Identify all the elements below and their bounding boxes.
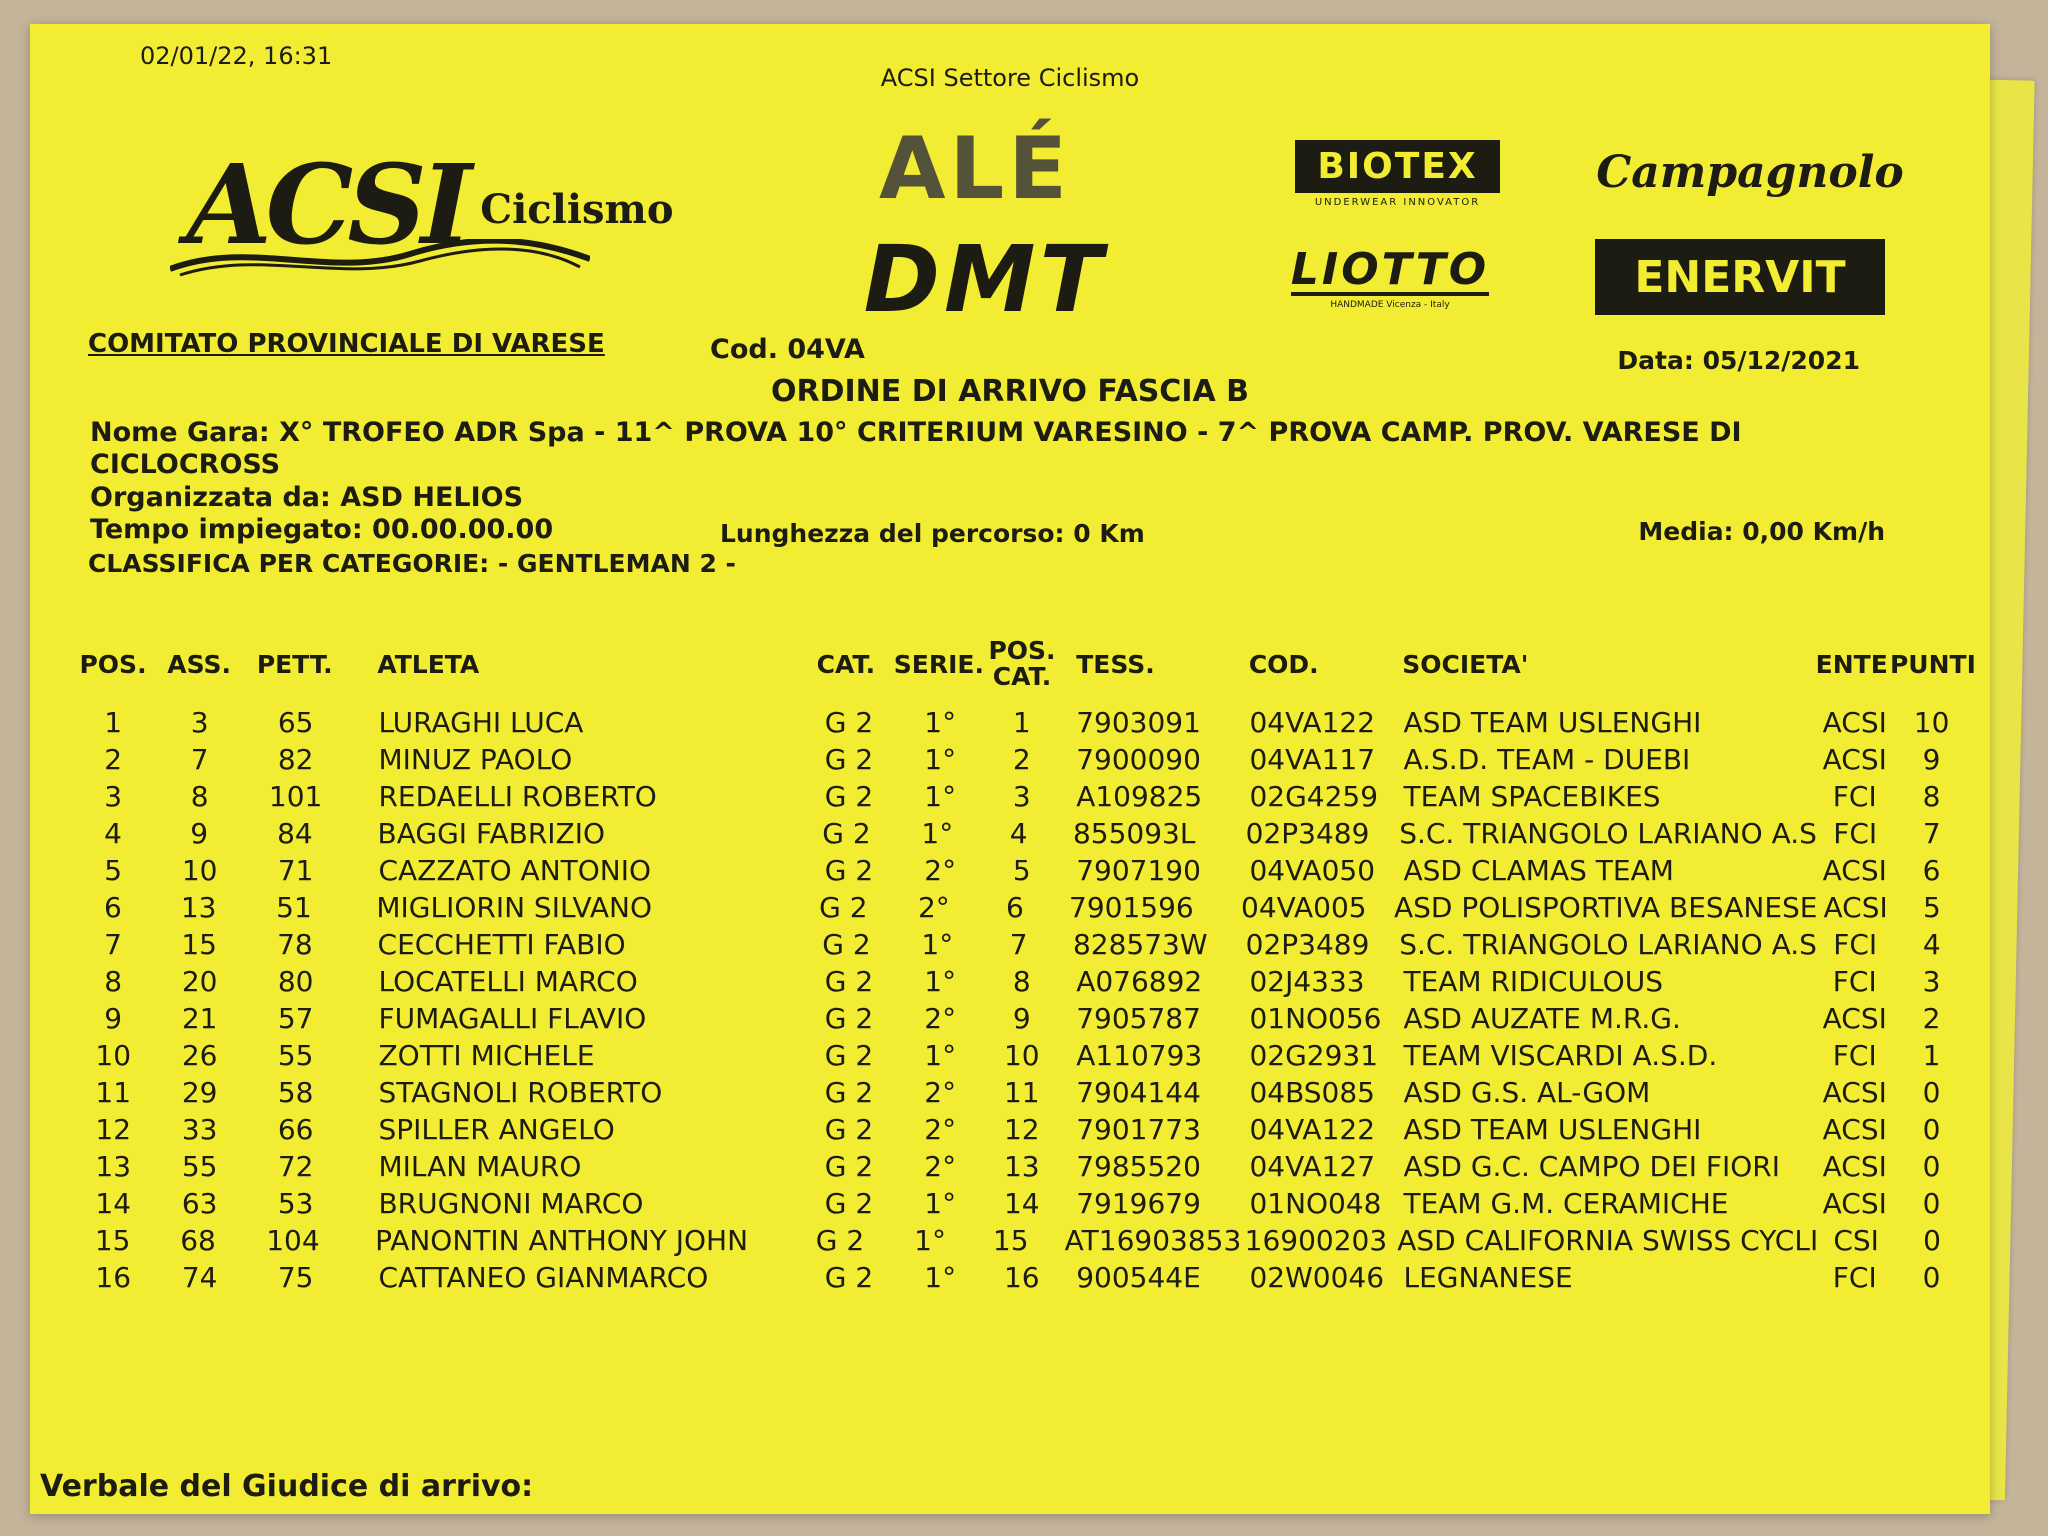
cell-poscat: 13: [1003, 1150, 1040, 1183]
cell-societa: TEAM VISCARDI A.S.D.: [1403, 1039, 1718, 1072]
cell-tess: A110793: [1076, 1039, 1203, 1072]
campagnolo-logo: Campagnolo: [1596, 146, 1904, 198]
cell-ass: 13: [180, 891, 217, 924]
col-poscat-line-1: POS.: [988, 636, 1056, 665]
col-ente: ENTE: [1815, 649, 1888, 679]
cell-societa: A.S.D. TEAM - DUEBI: [1403, 743, 1691, 776]
cell-punti: 4: [1922, 928, 1941, 961]
settore-title: ACSI Settore Ciclismo: [880, 64, 1140, 92]
cell-poscat: 16: [1003, 1261, 1040, 1294]
cell-ente: ACSI: [1823, 891, 1888, 924]
cell-punti: 8: [1922, 780, 1941, 813]
cod-label: Cod. 04VA: [710, 334, 865, 365]
cell-cod: 04VA117: [1249, 743, 1376, 776]
comitato-heading: COMITATO PROVINCIALE DI VARESE: [88, 329, 605, 359]
cell-punti: 10: [1913, 706, 1950, 739]
cell-punti: 0: [1923, 1224, 1941, 1257]
cell-ente: ACSI: [1822, 1187, 1887, 1220]
cell-ente: FCI: [1832, 1261, 1877, 1294]
table-row: [70, 1000, 1970, 1037]
cell-pett: 65: [277, 706, 314, 739]
cell-serie: 2°: [924, 854, 957, 887]
cell-punti: 0: [1922, 1150, 1941, 1183]
cell-atleta: CATTANEO GIANMARCO: [378, 1261, 709, 1294]
cell-pos: 2: [104, 743, 123, 776]
table-row: [70, 1148, 1970, 1185]
cell-serie: 2°: [924, 1150, 957, 1183]
results-table: [70, 624, 1976, 1296]
cell-punti: 0: [1922, 1261, 1941, 1294]
cell-serie: 1°: [924, 706, 957, 739]
acsi-logo-sub: Ciclismo: [480, 185, 674, 233]
cell-societa: ASD G.S. AL-GOM: [1403, 1076, 1651, 1109]
cell-serie: 1°: [924, 965, 957, 998]
cell-serie: 1°: [921, 817, 954, 850]
cell-serie: 1°: [924, 1039, 957, 1072]
cell-atleta: MINUZ PAOLO: [378, 743, 573, 776]
cell-atleta: FUMAGALLI FLAVIO: [378, 1002, 647, 1035]
cell-tess: 7901596: [1069, 891, 1194, 924]
cell-punti: 0: [1922, 1076, 1941, 1109]
biotex-logo: [1290, 139, 1505, 209]
time-label: Tempo impiegato: 00.00.00.00: [90, 514, 554, 545]
cell-poscat: 6: [1005, 891, 1024, 924]
table-body: [70, 704, 1970, 1296]
cell-pos: 5: [104, 854, 123, 887]
cell-ass: 8: [190, 780, 209, 813]
cell-ass: 68: [180, 1224, 216, 1257]
cell-cod: 02J4333: [1249, 965, 1365, 998]
cell-societa: ASD TEAM USLENGHI: [1403, 706, 1702, 739]
cell-ente: ACSI: [1822, 854, 1887, 887]
cell-pett: 78: [277, 928, 313, 961]
biotex-logo-sub: UNDERWEAR INNOVATOR: [1314, 197, 1481, 208]
cell-societa: S.C. TRIANGOLO LARIANO A.S: [1399, 928, 1817, 961]
cell-cod: 04BS085: [1249, 1076, 1375, 1109]
table-row: [70, 1111, 1970, 1148]
cell-atleta: BAGGI FABRIZIO: [377, 817, 606, 850]
cell-atleta: SPILLER ANGELO: [378, 1113, 615, 1146]
cell-societa: TEAM RIDICULOUS: [1403, 965, 1663, 998]
cell-ente: FCI: [1832, 780, 1877, 813]
classification-label: CLASSIFICA PER CATEGORIE: - GENTLEMAN 2 -: [88, 549, 736, 578]
cell-punti: 3: [1922, 965, 1941, 998]
cell-pett: 66: [277, 1113, 314, 1146]
cell-societa: TEAM G.M. CERAMICHE: [1403, 1187, 1729, 1220]
cell-ass: 29: [181, 1076, 218, 1109]
cell-ass: 21: [181, 1002, 218, 1035]
cell-ass: 33: [181, 1113, 218, 1146]
cell-punti: 1: [1922, 1039, 1941, 1072]
table-row: [70, 926, 1970, 963]
cell-ente: FCI: [1832, 1039, 1877, 1072]
cell-pos: 6: [103, 891, 122, 924]
cell-cat: G 2: [824, 1261, 874, 1294]
cell-cod: 04VA122: [1249, 706, 1376, 739]
cell-pett: 55: [277, 1039, 314, 1072]
cell-ass: 63: [181, 1187, 218, 1220]
cell-cod: 02G4259: [1249, 780, 1379, 813]
col-serie: SERIE.: [893, 649, 984, 679]
cell-cod: 04VA127: [1249, 1150, 1376, 1183]
cell-serie: 1°: [914, 1224, 946, 1257]
cell-pett: 82: [277, 743, 314, 776]
cell-punti: 0: [1922, 1187, 1941, 1220]
cell-punti: 2: [1922, 1002, 1941, 1035]
cell-cod: 02P3489: [1245, 817, 1370, 850]
cell-poscat: 15: [992, 1224, 1029, 1257]
cell-poscat: 11: [1003, 1076, 1040, 1109]
acsi-logo-word: ACSI: [186, 139, 467, 269]
cell-pos: 15: [94, 1224, 131, 1257]
cell-ass: 15: [181, 928, 217, 961]
cell-tess: 7905787: [1076, 1002, 1201, 1035]
cell-pett: 104: [266, 1224, 320, 1257]
cell-pett: 101: [268, 780, 323, 813]
cell-atleta: MILAN MAURO: [378, 1150, 582, 1183]
cell-pos: 1: [104, 706, 123, 739]
cell-serie: 2°: [924, 1113, 957, 1146]
col-pett: PETT.: [256, 649, 333, 679]
cell-societa: ASD CLAMAS TEAM: [1403, 854, 1674, 887]
cell-tess: 855093L: [1072, 817, 1196, 850]
cell-atleta: CAZZATO ANTONIO: [378, 854, 652, 887]
cell-tess: 7901773: [1076, 1113, 1201, 1146]
cell-ente: FCI: [1833, 928, 1878, 961]
cell-serie: 1°: [924, 1187, 957, 1220]
ale-logo: ALÉ: [878, 119, 1072, 219]
table-row: [70, 889, 1970, 926]
cell-atleta: LOCATELLI MARCO: [378, 965, 638, 998]
cell-cod: 02G2931: [1249, 1039, 1379, 1072]
cell-cod: 02W0046: [1249, 1261, 1385, 1294]
cell-serie: 2°: [917, 891, 950, 924]
cell-serie: 1°: [924, 780, 957, 813]
cell-pett: 71: [277, 854, 314, 887]
cell-ente: CSI: [1833, 1224, 1879, 1257]
cell-poscat: 8: [1012, 965, 1031, 998]
cell-poscat: 12: [1003, 1113, 1040, 1146]
col-punti: PUNTI: [1889, 649, 1976, 679]
cell-cod: 01NO056: [1249, 1002, 1382, 1035]
table-header: [70, 624, 1976, 704]
cell-pos: 13: [95, 1150, 132, 1183]
cell-pos: 4: [104, 817, 122, 850]
cell-pett: 53: [277, 1187, 314, 1220]
average-speed-label: Media: 0,00 Km/h: [1638, 517, 1885, 546]
cell-ass: 3: [190, 706, 209, 739]
table-row: [70, 963, 1970, 1000]
cell-atleta: STAGNOLI ROBERTO: [378, 1076, 663, 1109]
cell-pett: 84: [277, 817, 313, 850]
cell-cod: 04VA122: [1249, 1113, 1376, 1146]
cell-societa: ASD G.C. CAMPO DEI FIORI: [1403, 1150, 1781, 1183]
acsi-swoosh-icon: [170, 239, 590, 279]
cell-cat: G 2: [824, 1039, 874, 1072]
acsi-ciclismo-logo: [150, 119, 710, 289]
cell-serie: 1°: [924, 1261, 957, 1294]
cell-punti: 6: [1922, 854, 1941, 887]
cell-ente: FCI: [1833, 817, 1878, 850]
table-row: [70, 852, 1970, 889]
cell-societa: S.C. TRIANGOLO LARIANO A.S: [1399, 817, 1817, 850]
cell-atleta: CECCHETTI FABIO: [377, 928, 626, 961]
cell-tess: 7919679: [1076, 1187, 1201, 1220]
cell-serie: 2°: [924, 1002, 957, 1035]
cell-ente: ACSI: [1822, 1150, 1887, 1183]
cell-cat: G 2: [824, 854, 874, 887]
cell-tess: A076892: [1076, 965, 1203, 998]
cell-pos: 10: [95, 1039, 132, 1072]
cell-cod: 01NO048: [1249, 1187, 1382, 1220]
cell-ass: 9: [190, 817, 209, 850]
table-row: [70, 1185, 1970, 1222]
cell-cod: 16900203: [1244, 1224, 1388, 1257]
organizer-label: Organizzata da: ASD HELIOS: [90, 482, 524, 513]
cell-serie: 2°: [924, 1076, 957, 1109]
cell-cat: G 2: [824, 1113, 874, 1146]
cell-ente: FCI: [1832, 965, 1877, 998]
cell-atleta: LURAGHI LUCA: [378, 706, 584, 739]
cell-poscat: 2: [1012, 743, 1031, 776]
col-pos: POS.: [79, 649, 147, 679]
cell-cat: G 2: [824, 1187, 874, 1220]
cell-cat: G 2: [824, 1150, 874, 1183]
cell-poscat: 1: [1012, 706, 1031, 739]
col-poscat: [984, 638, 1061, 690]
cell-cod: 02P3489: [1245, 928, 1370, 961]
print-date: 02/01/22, 16:31: [140, 42, 333, 70]
cell-cat: G 2: [824, 1002, 874, 1035]
cell-cod: 04VA005: [1241, 891, 1367, 924]
table-row: [70, 1037, 1970, 1074]
col-atleta: ATLETA: [377, 649, 480, 679]
race-name-line-2: CICLOCROSS: [90, 449, 281, 480]
cell-pos: 12: [95, 1113, 132, 1146]
cell-cat: G 2: [824, 965, 874, 998]
cell-societa: ASD AUZATE M.R.G.: [1403, 1002, 1681, 1035]
cell-ente: ACSI: [1822, 743, 1887, 776]
cell-cat: G 2: [819, 891, 868, 924]
col-cat: CAT.: [816, 649, 876, 679]
table-row: [70, 1074, 1970, 1111]
cell-tess: 7985520: [1076, 1150, 1201, 1183]
table-row: [70, 704, 1970, 741]
cell-pos: 16: [95, 1261, 132, 1294]
cell-societa: ASD POLISPORTIVA BESANESE: [1393, 891, 1818, 924]
cell-ass: 26: [181, 1039, 218, 1072]
cell-tess: A109825: [1076, 780, 1203, 813]
cell-pett: 57: [277, 1002, 314, 1035]
cell-punti: 5: [1922, 891, 1941, 924]
cell-pos: 3: [104, 780, 123, 813]
document-title: ORDINE DI ARRIVO FASCIA B: [770, 374, 1250, 409]
cell-tess: AT16903853: [1064, 1224, 1242, 1257]
dmt-logo: DMT: [863, 225, 1107, 333]
cell-cat: G 2: [824, 780, 874, 813]
cell-punti: 9: [1922, 743, 1941, 776]
cell-societa: ASD TEAM USLENGHI: [1403, 1113, 1702, 1146]
verbale-label: Verbale del Giudice di arrivo:: [40, 1469, 534, 1504]
enervit-logo: ENERVIT: [1595, 239, 1885, 315]
cell-ente: ACSI: [1822, 706, 1887, 739]
cell-poscat: 14: [1003, 1187, 1040, 1220]
cell-ente: ACSI: [1822, 1076, 1887, 1109]
cell-pett: 80: [277, 965, 314, 998]
cell-serie: 1°: [921, 928, 954, 961]
cell-atleta: REDAELLI ROBERTO: [378, 780, 657, 813]
cell-pos: 8: [104, 965, 123, 998]
cell-tess: 7903091: [1076, 706, 1201, 739]
cell-ass: 20: [181, 965, 218, 998]
liotto-logo-word: LIOTTO: [1290, 244, 1490, 295]
liotto-logo: [1240, 244, 1540, 314]
cell-punti: 0: [1922, 1113, 1941, 1146]
cell-tess: 900544E: [1076, 1261, 1201, 1294]
cell-atleta: ZOTTI MICHELE: [378, 1039, 595, 1072]
cell-cat: G 2: [824, 706, 874, 739]
col-tess: TESS.: [1076, 649, 1155, 679]
cell-pos: 9: [104, 1002, 123, 1035]
cell-poscat: 9: [1012, 1002, 1031, 1035]
cell-tess: 7900090: [1076, 743, 1201, 776]
cell-ass: 74: [181, 1261, 218, 1294]
cell-pett: 72: [277, 1150, 314, 1183]
cell-societa: ASD CALIFORNIA SWISS CYCLI: [1397, 1224, 1819, 1257]
liotto-logo-sub: HANDMADE Vicenza - Italy: [1330, 300, 1450, 310]
cell-ente: ACSI: [1822, 1002, 1887, 1035]
cell-tess: 7907190: [1076, 854, 1201, 887]
cell-ass: 10: [181, 854, 218, 887]
cell-atleta: PANONTIN ANTHONY JOHN: [375, 1224, 749, 1257]
cell-cat: G 2: [824, 743, 874, 776]
cell-societa: TEAM SPACEBIKES: [1403, 780, 1661, 813]
biotex-logo-word: BIOTEX: [1295, 140, 1499, 193]
length-label: Lunghezza del percorso: 0 Km: [720, 519, 1145, 548]
race-name-line-1: Nome Gara: X° TROFEO ADR Spa - 11^ PROVA 10° CRITERIUM VARESINO - 7^ PROVA CAMP. PROV. VARESE DI: [90, 417, 1742, 448]
cell-cat: G 2: [822, 928, 871, 961]
cell-poscat: 5: [1012, 854, 1031, 887]
table-row: [70, 1259, 1970, 1296]
cell-poscat: 7: [1009, 928, 1028, 961]
cell-societa: LEGNANESE: [1403, 1261, 1573, 1294]
col-poscat-line-2: CAT.: [992, 662, 1052, 691]
results-sheet: [30, 24, 1990, 1514]
cell-ass: 7: [190, 743, 209, 776]
cell-pett: 75: [277, 1261, 314, 1294]
cell-punti: 7: [1922, 817, 1941, 850]
cell-tess: 828573W: [1072, 928, 1208, 961]
cell-serie: 1°: [924, 743, 957, 776]
cell-pett: 58: [277, 1076, 314, 1109]
cell-ente: ACSI: [1822, 1113, 1887, 1146]
cell-poscat: 4: [1009, 817, 1028, 850]
cell-poscat: 10: [1003, 1039, 1040, 1072]
col-societa: SOCIETA': [1402, 649, 1529, 679]
cell-pos: 11: [95, 1076, 132, 1109]
cell-cod: 04VA050: [1249, 854, 1376, 887]
cell-atleta: MIGLIORIN SILVANO: [376, 891, 652, 924]
table-row: [70, 778, 1970, 815]
cell-tess: 7904144: [1076, 1076, 1201, 1109]
table-row: [70, 741, 1970, 778]
cell-cat: G 2: [822, 817, 871, 850]
table-row: [70, 1222, 1970, 1259]
cell-atleta: BRUGNONI MARCO: [378, 1187, 644, 1220]
cell-ass: 55: [181, 1150, 218, 1183]
cell-pett: 51: [276, 891, 312, 924]
cell-cat: G 2: [824, 1076, 874, 1109]
col-ass: ASS.: [167, 649, 231, 679]
cell-pos: 7: [104, 928, 122, 961]
col-cod: COD.: [1248, 649, 1319, 679]
table-row: [70, 815, 1970, 852]
cell-poscat: 3: [1012, 780, 1031, 813]
date-label: Data: 05/12/2021: [1617, 346, 1860, 375]
cell-cat: G 2: [815, 1224, 865, 1257]
cell-pos: 14: [95, 1187, 132, 1220]
